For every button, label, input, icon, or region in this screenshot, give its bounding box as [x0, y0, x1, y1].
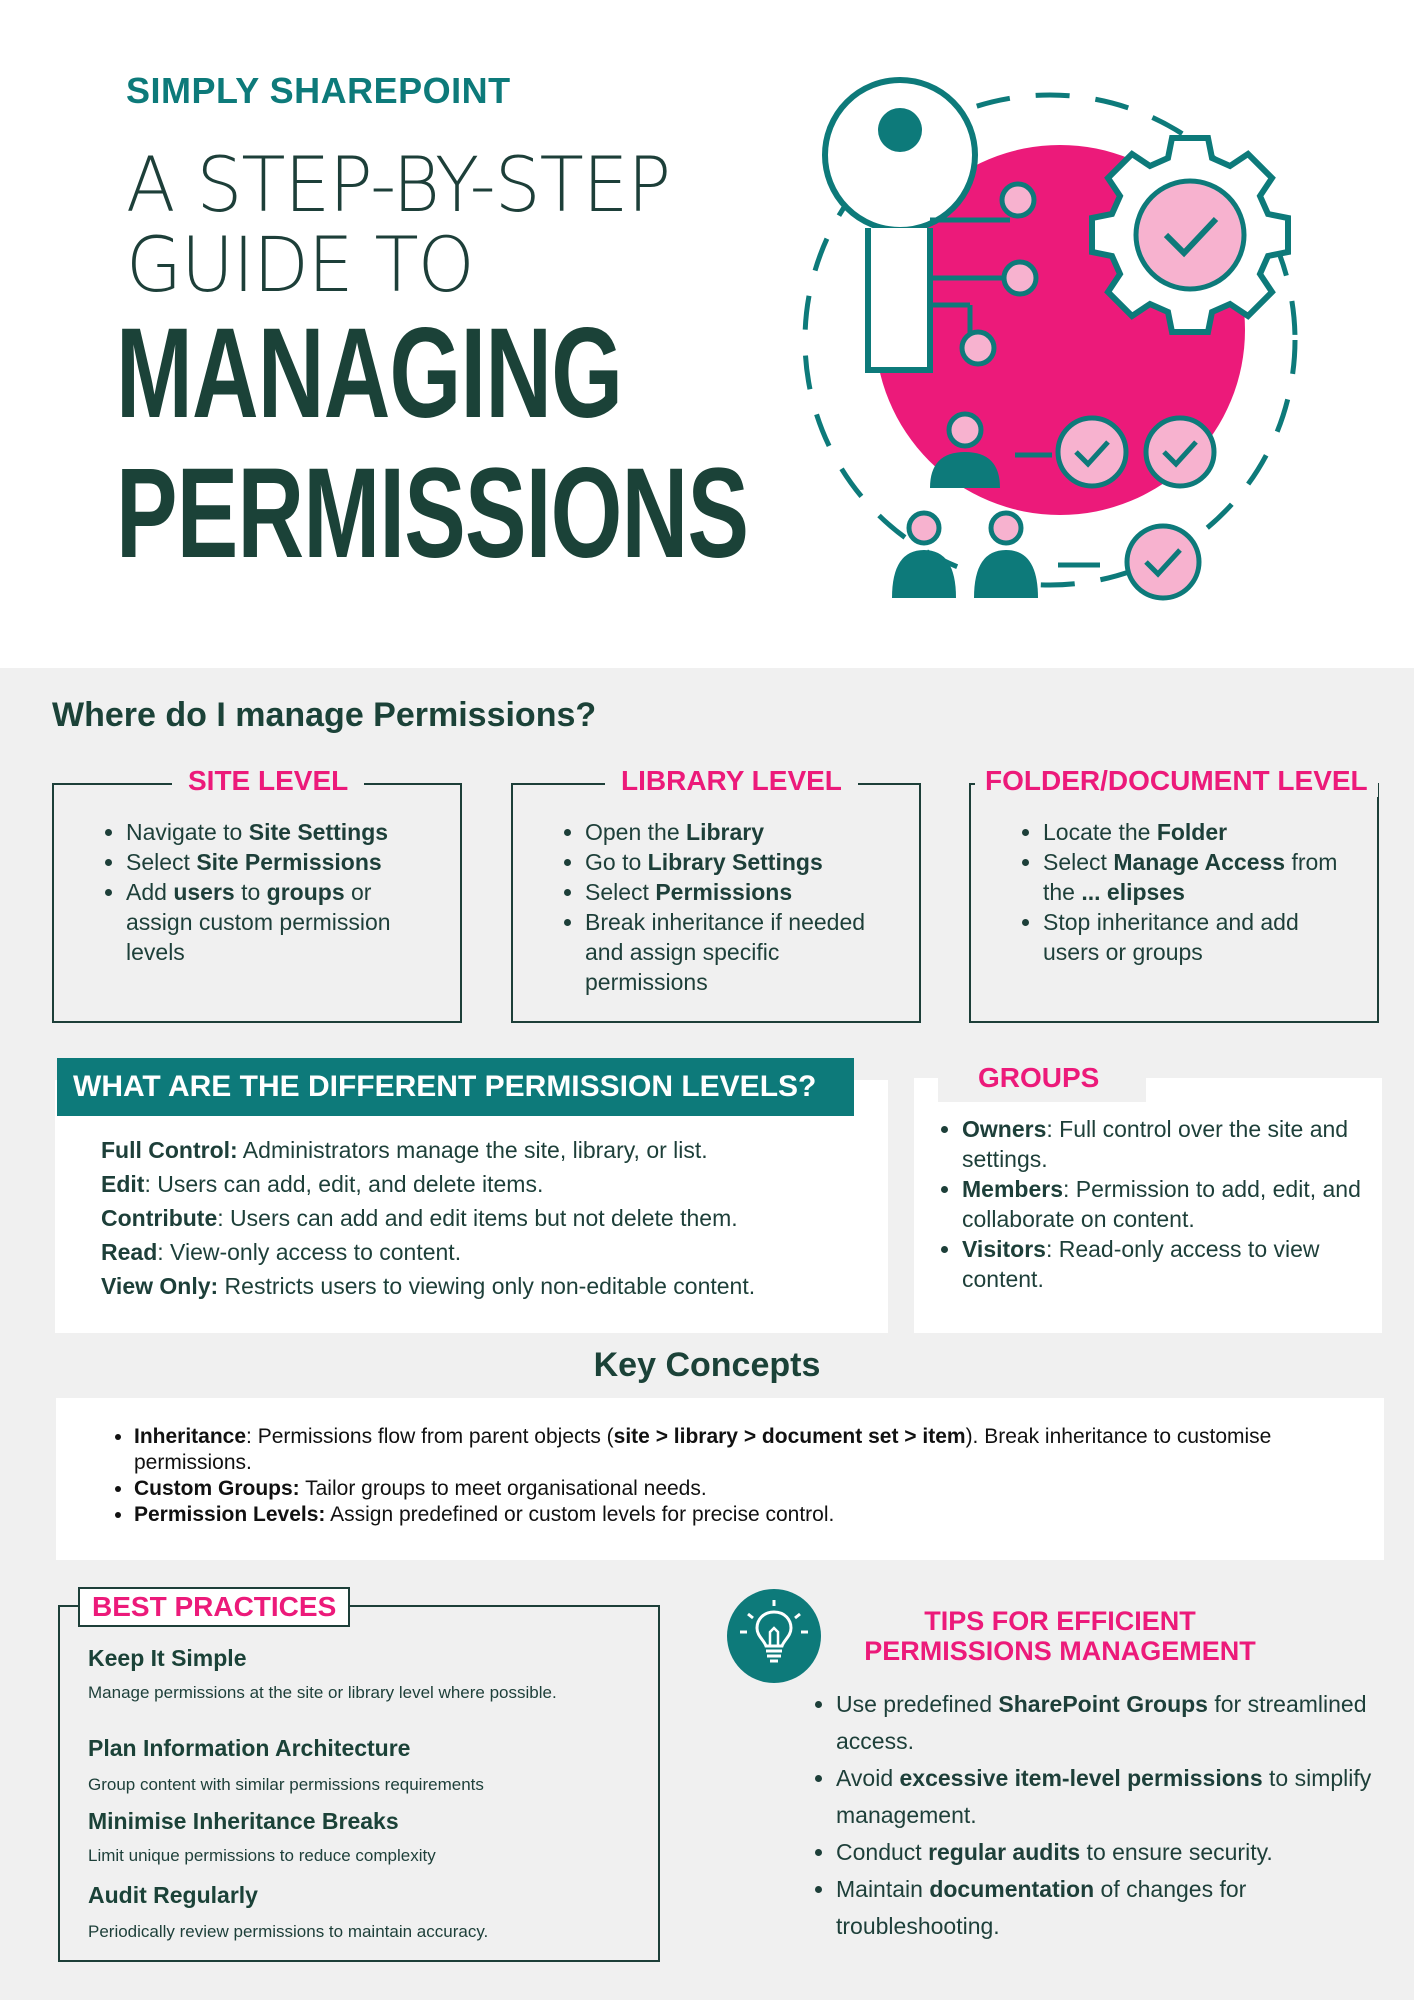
- site-level-list: [54, 817, 440, 967]
- best-practice-text: Group content with similar permissions requirements: [88, 1775, 484, 1794]
- list-item: • Go to Library Settings: [585, 847, 899, 877]
- groups-list: [926, 1114, 1402, 1294]
- list-item: • Custom Groups: Tailor groups to meet organisational needs.: [134, 1476, 1364, 1502]
- best-practice-heading: Keep It Simple: [88, 1645, 247, 1671]
- key-gear-users-checkmarks-icon: [790, 60, 1350, 620]
- library-level-list: [513, 817, 899, 997]
- library-level-box: [511, 765, 921, 1023]
- page-title-line-2: PERMISSIONS: [116, 442, 749, 585]
- key-concepts-list: [90, 1424, 1364, 1528]
- permission-levels-list: [101, 1133, 755, 1303]
- list-item: • Avoid excessive item-level permissions to simplify management.: [836, 1760, 1396, 1834]
- list-item: • Select Site Permissions: [126, 847, 440, 877]
- best-practice-text: Manage permissions at the site or library level where possible.: [88, 1683, 557, 1702]
- key-concepts-title: Key Concepts: [593, 1346, 821, 1384]
- lightbulb-icon: [726, 1588, 822, 1684]
- folder-level-label: FOLDER/DOCUMENT LEVEL: [975, 765, 1378, 797]
- permission-levels-title: WHAT ARE THE DIFFERENT PERMISSION LEVELS?: [57, 1058, 854, 1116]
- list-item: • Permission Levels: Assign predefined or custom levels for precise control.: [134, 1502, 1364, 1528]
- list-item: • Select Permissions: [585, 877, 899, 907]
- permission-level-item: Edit: Users can add, edit, and delete items.: [101, 1171, 544, 1197]
- brand-name: SIMPLY SHAREPOINT: [126, 70, 511, 111]
- subtitle-line-1: A STEP-BY-STEP: [126, 140, 671, 229]
- list-item: • Navigate to Site Settings: [126, 817, 440, 847]
- best-practice-text: Periodically review permissions to maintain accuracy.: [88, 1922, 489, 1941]
- permission-level-item: Read: View-only access to content.: [101, 1239, 462, 1265]
- groups-title: GROUPS: [978, 1062, 1100, 1093]
- list-item: • Add users to groups or assign custom permission levels: [126, 877, 440, 967]
- best-practices-title: BEST PRACTICES: [78, 1587, 350, 1627]
- site-level-label: SITE LEVEL: [172, 765, 364, 797]
- list-item: • Select Manage Access from the ... elipses: [1043, 847, 1357, 907]
- list-item: • Maintain documentation of changes for troubleshooting.: [836, 1871, 1396, 1945]
- list-item: • Stop inheritance and add users or groups: [1043, 907, 1357, 967]
- best-practice-text: Limit unique permissions to reduce complexity: [88, 1846, 436, 1865]
- list-item: • Owners: Full control over the site and settings.: [962, 1114, 1402, 1174]
- subtitle-line-2: GUIDE TO: [126, 220, 474, 309]
- tips-title: [820, 1606, 1300, 1666]
- tips-title-line-2: PERMISSIONS MANAGEMENT: [864, 1636, 1256, 1666]
- list-item: • Inheritance: Permissions flow from parent objects (site > library > document set > item). Break inheritance to customise permissions.: [134, 1424, 1364, 1476]
- list-item: • Conduct regular audits to ensure security.: [836, 1834, 1396, 1871]
- folder-level-box: [969, 765, 1379, 1023]
- list-item: • Use predefined SharePoint Groups for streamlined access.: [836, 1686, 1396, 1760]
- tips-title-line-1: TIPS FOR EFFICIENT: [924, 1606, 1196, 1636]
- list-item: • Visitors: Read-only access to view content.: [962, 1234, 1402, 1294]
- best-practice-heading: Audit Regularly: [88, 1882, 258, 1908]
- best-practice-heading: Plan Information Architecture: [88, 1735, 411, 1761]
- site-level-box: [52, 765, 462, 1023]
- permission-level-item: View Only: Restricts users to viewing only non-editable content.: [101, 1273, 756, 1299]
- list-item: • Locate the Folder: [1043, 817, 1357, 847]
- where-manage-title: Where do I manage Permissions?: [52, 696, 597, 734]
- page-title-line-1: MANAGING: [116, 302, 623, 445]
- tips-list: [800, 1686, 1396, 1945]
- best-practice-heading: Minimise Inheritance Breaks: [88, 1808, 399, 1834]
- list-item: • Break inheritance if needed and assign specific permissions: [585, 907, 899, 997]
- permission-level-item: Contribute: Users can add and edit items but not delete them.: [101, 1205, 738, 1231]
- list-item: • Members: Permission to add, edit, and collaborate on content.: [962, 1174, 1402, 1234]
- list-item: • Open the Library: [585, 817, 899, 847]
- permission-level-item: Full Control: Administrators manage the site, library, or list.: [101, 1137, 708, 1163]
- library-level-label: LIBRARY LEVEL: [605, 765, 858, 797]
- folder-level-list: [971, 817, 1357, 967]
